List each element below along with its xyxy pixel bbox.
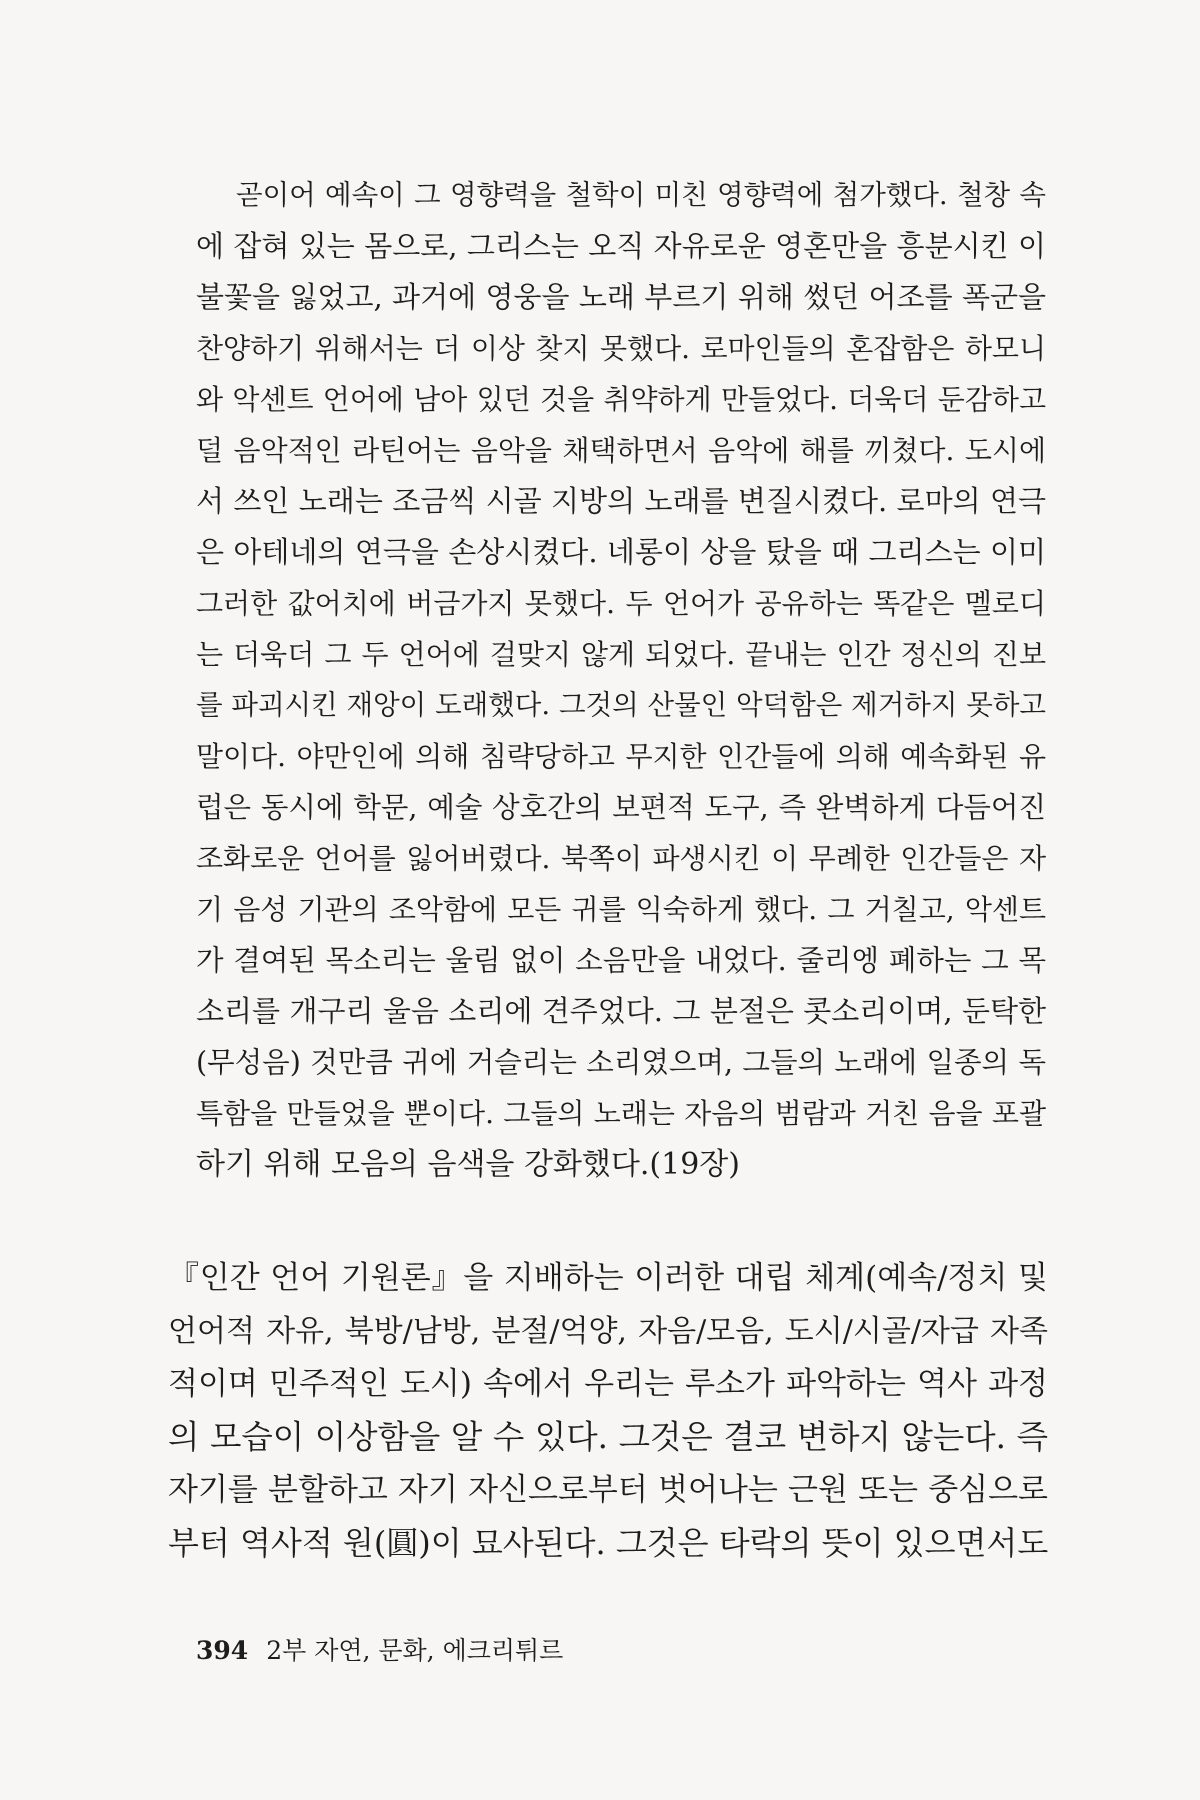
quote-line: 찬양하기 위해서는 더 이상 찾지 못했다. 로마인들의 혼잡함은 하모니: [196, 332, 1046, 365]
quote-line: 불꽃을 잃었고, 과거에 영웅을 노래 부르기 위해 썼던 어조를 폭군을: [196, 280, 1046, 314]
quote-line: 가 결여된 목소리는 울림 없이 소음만을 내었다. 줄리엥 폐하는 그 목: [196, 944, 1046, 977]
quote-line: 기 음성 기관의 조악함에 모든 귀를 익숙하게 했다. 그 거칠고, 악센트: [196, 893, 1046, 926]
body-line: 적이며 민주적인 도시) 속에서 우리는 루소가 파악하는 역사 과정: [168, 1366, 1048, 1402]
quote-line: 특함을 만들었을 뿐이다. 그들의 노래는 자음의 범람과 거친 음을 포괄: [196, 1097, 1046, 1130]
quote-line: 하기 위해 모음의 음색을 강화했다.(19장): [196, 1147, 740, 1182]
page-footer: [196, 1636, 563, 1666]
quote-line: 와 악센트 언어에 남아 있던 것을 취약하게 만들었다. 더욱더 둔감하고: [196, 383, 1046, 416]
quote-line: 덜 음악적인 라틴어는 음악을 채택하면서 음악에 해를 끼쳤다. 도시에: [196, 434, 1046, 467]
quote-line: 를 파괴시킨 재앙이 도래했다. 그것의 산물인 악덕함은 제거하지 못하고: [196, 689, 1046, 721]
quote-line: 곧이어 예속이 그 영향력을 철학이 미친 영향력에 첨가했다. 철창 속: [236, 179, 1046, 211]
body-line: 언어적 자유, 북방/남방, 분절/억양, 자음/모음, 도시/시골/자급 자족: [168, 1314, 1048, 1349]
body-line: 부터 역사적 원(圓)이 묘사된다. 그것은 타락의 뜻이 있으면서도: [168, 1524, 1049, 1562]
body-line: 자기를 분할하고 자기 자신으로부터 벗어나는 근원 또는 중심으로: [168, 1472, 1048, 1508]
page-number: 394: [196, 1636, 249, 1665]
body-line: 『인간 언어 기원론』을 지배하는 이러한 대립 체계(예속/정치 및: [168, 1260, 1048, 1296]
quote-line: 그러한 값어치에 버금가지 못했다. 두 언어가 공유하는 똑같은 멜로디: [196, 587, 1046, 620]
quote-line: 말이다. 야만인에 의해 침략당하고 무지한 인간들에 의해 예속화된 유: [196, 740, 1046, 773]
block-quote: [196, 170, 1046, 1190]
quote-line: 럽은 동시에 학문, 예술 상호간의 보편적 도구, 즉 완벽하게 다듬어진: [196, 791, 1046, 824]
quote-line: (무성음) 것만큼 귀에 거슬리는 소리였으며, 그들의 노래에 일종의 독: [196, 1046, 1046, 1079]
quote-line: 소리를 개구리 울음 소리에 견주었다. 그 분절은 콧소리이며, 둔탁한: [196, 994, 1046, 1028]
quote-line: 은 아테네의 연극을 손상시켰다. 네롱이 상을 탔을 때 그리스는 이미: [196, 535, 1046, 569]
running-title: 2부 자연, 문화, 에크리튀르: [266, 1636, 564, 1665]
quote-line: 서 쓰인 노래는 조금씩 시골 지방의 노래를 변질시켰다. 로마의 연극: [196, 484, 1046, 518]
quote-line: 조화로운 언어를 잃어버렸다. 북쪽이 파생시킨 이 무례한 인간들은 자: [196, 842, 1046, 875]
quote-line: 에 잡혀 있는 몸으로, 그리스는 오직 자유로운 영혼만을 흥분시킨 이: [196, 229, 1046, 263]
body-paragraph: [168, 1252, 1048, 1570]
quote-line: 는 더욱더 그 두 언어에 걸맞지 않게 되었다. 끝내는 인간 정신의 진보: [196, 638, 1046, 671]
body-line: 의 모습이 이상함을 알 수 있다. 그것은 결코 변하지 않는다. 즉: [168, 1418, 1048, 1456]
